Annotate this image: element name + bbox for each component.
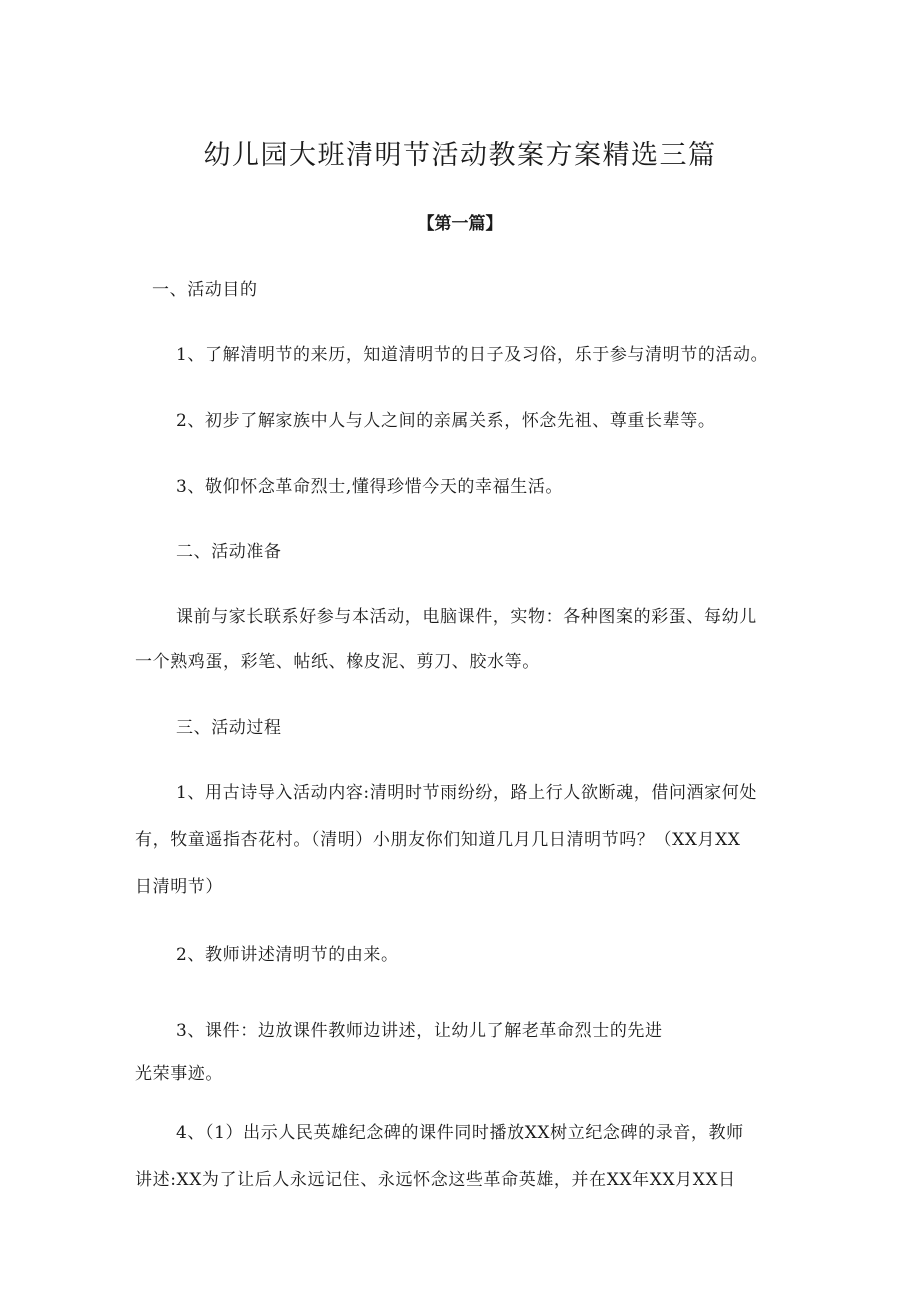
paragraph-line: 1、了解清明节的来历，知道清明节的日子及习俗，乐于参与清明节的活动。 <box>176 345 769 365</box>
paragraph-line: 有，牧童遥指杏花村。（清明）小朋友你们知道几月几日清明节吗？（XX月XX <box>135 830 741 850</box>
paragraph-line: 2、初步了解家族中人与人之间的亲属关系，怀念先祖、尊重长辈等。 <box>176 411 716 431</box>
paragraph-line: 讲述:XX为了让后人永远记住、永远怀念这些革命英雄，并在XX年XX月XX日 <box>135 1170 736 1190</box>
section-heading-preparation: 二、活动准备 <box>176 542 282 562</box>
paragraph-line: 3、课件：边放课件教师边讲述，让幼儿了解老革命烈士的先进 <box>176 1021 663 1041</box>
paragraph-line: 课前与家长联系好参与本活动，电脑课件，实物：各种图案的彩蛋、每幼儿 <box>176 607 757 627</box>
paragraph-line: 2、教师讲述清明节的由来。 <box>176 945 399 965</box>
paragraph-line: 日清明节） <box>135 877 223 897</box>
paragraph-line: 4、（1）出示人民英雄纪念碑的课件同时播放XX树立纪念碑的录音，教师 <box>176 1123 744 1143</box>
section-label: 【第一篇】 <box>417 214 503 234</box>
document-title: 幼儿园大班清明节活动教案方案精选三篇 <box>203 140 717 171</box>
paragraph-line: 一个熟鸡蛋，彩笔、帖纸、橡皮泥、剪刀、胶水等。 <box>135 652 540 672</box>
paragraph-line: 1、用古诗导入活动内容:清明时节雨纷纷，路上行人欲断魂，借问酒家何处 <box>176 783 757 803</box>
paragraph-line: 光荣事迹。 <box>135 1064 223 1084</box>
paragraph-line: 3、敬仰怀念革命烈士,懂得珍惜今天的幸福生活。 <box>176 477 564 497</box>
section-heading-process: 三、活动过程 <box>176 718 282 738</box>
section-heading-purpose: 一、活动目的 <box>152 280 258 300</box>
